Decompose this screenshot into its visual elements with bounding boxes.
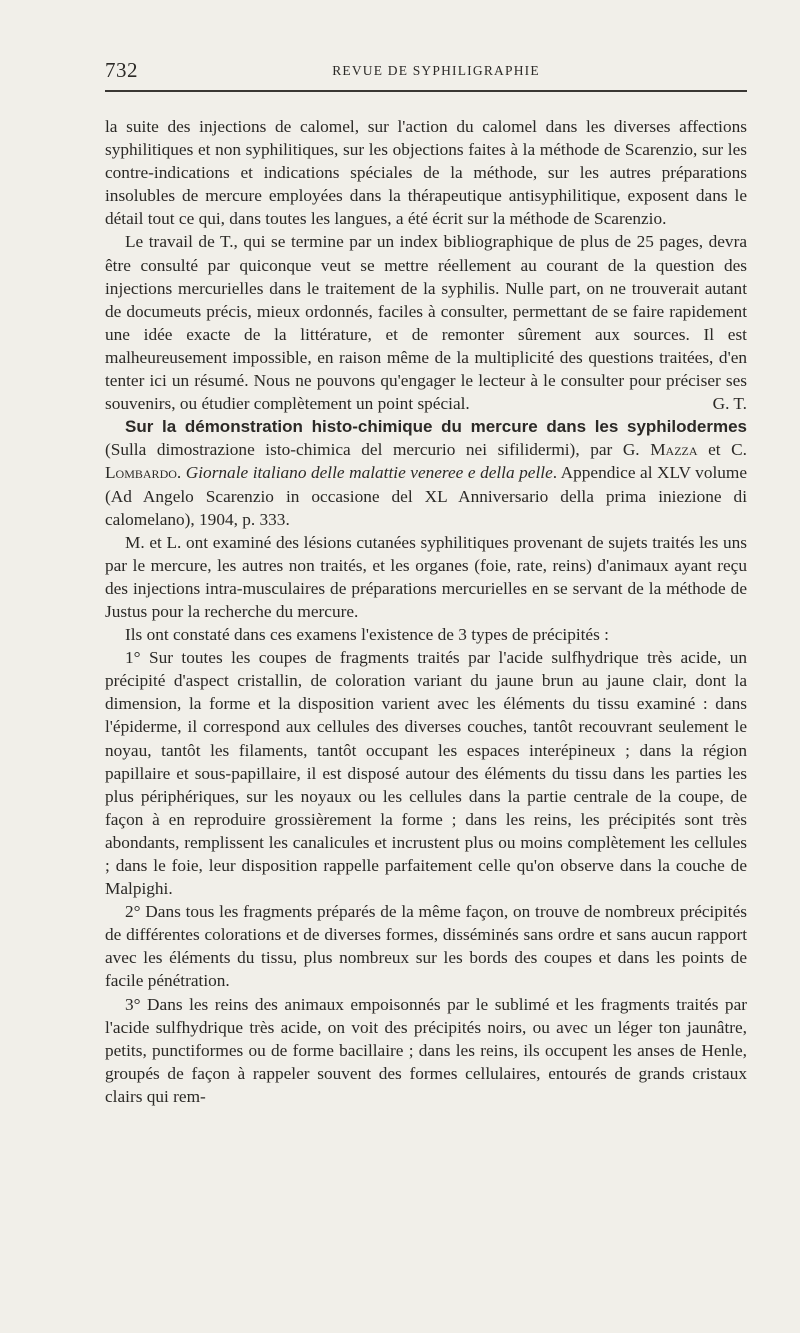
citation-text: .	[176, 463, 186, 483]
citation-text: (Sulla dimostrazione isto-chimica del mercurio nei sifilidermi), par G.	[105, 440, 651, 460]
page-number: 732	[105, 58, 138, 82]
journal-name: Giornale italiano delle malattie veneree e della pelle	[185, 463, 553, 483]
author-name: Lombardo	[105, 463, 177, 483]
review2-paragraph: M. et L. ont examiné des lésions cutanées syphilitiques provenant de sujets traités les uns par le mercure, les autres non traités, et les organes (foie, rate, reins) d'animaux ayant reçu des injections intra-musculaires de préparations mercurielles en se servant de la méthode de Justus pour la recherche du mercure.	[105, 532, 747, 621]
article-title: Sur la démonstration histo-chimique du mercure dans les syphilodermes	[125, 417, 747, 437]
review2-paragraph: 1° Sur toutes les coupes de fragments traités par l'acide sulfhydrique très acide, un précipité d'aspect cristallin, de coloration variant du jaune brun au jaune clair, dont la dimension, la forme et la disposition varient avec les éléments du tissu examiné : dans l'épiderme, il correspond aux cellules des diverses couches, tantôt recouvrant seulement le noyau, tantôt les filaments, tantôt occupant les espaces interépineux ; dans la région papillaire et sous-papillaire, il est disposé autour des éléments du tissu dans les parties les plus périphériques, sur les noyaux ou les cellules dans la partie centrale de la coupe, de façon à en reproduire grossièrement la forme ; dans les reins, les précipités sont très abondants, remplissent les canalicules et incrustent plus ou moins complètement les cellules ; dans le foie, leur disposition rappelle parfaitement celle qu'on observe dans la couche de Malpighi.	[105, 648, 747, 899]
review2-paragraph: Ils ont constaté dans ces examens l'existence de 3 types de précipités :	[125, 625, 609, 645]
citation-text: et C.	[697, 440, 747, 460]
paragraph-text: Le travail de T., qui se termine par un index bibliographique de plus de 25 pages, devra être consulté par quiconque veut se mettre réellement au courant de la question des injections mercurielles dans le traitement de la syphilis. Nulle part, on ne trouverait autant de documeuts précis, mieux ordonnés, faciles à consulter, permettant de se faire rapidement une idée exacte de la littérature, et de remonter sûrement aux sources. Il est malheureusement impossible, en raison même de la multiplicité des questions traitées, d'en tenter ici un résumé. Nous ne pouvons qu'engager le lecteur à le consulter pour préciser ses souvenirs, ou étudier complètement un point spécial.	[105, 232, 747, 414]
review1-paragraph	[105, 230, 747, 415]
review2-heading	[105, 415, 747, 530]
running-header	[105, 56, 747, 92]
review2-paragraph: 2° Dans tous les fragments préparés de la même façon, on trouve de nombreux précipités de différentes colorations et de diverses formes, disséminés sans ordre et sans aucun rapport avec les éléments du tissu, plus nombreux sur les bords des coupes et dans les points de facile pénétration.	[105, 902, 747, 991]
author-name: Mazza	[650, 440, 698, 460]
review1-paragraph: la suite des injections de calomel, sur l'action du calomel dans les diverses affections syphilitiques et non syphilitiques, sur les objections faites à la méthode de Scarenzio, sur les contre-indications et indications spéciales de la méthode, sur les autres préparations insolubles de mercure employées dans la thérapeutique antisyphilitique, exposent dans le détail tout ce qui, dans toutes les langues, a été écrit sur la méthode de Scarenzio.	[105, 117, 747, 229]
review2-paragraph: 3° Dans les reins des animaux empoisonnés par le sublimé et les fragments traités par l'acide sulfhydrique très acide, on voit des précipités noirs, ou avec un léger ton jaunâtre, petits, punctiformes ou de forme bacillaire ; dans les reins, ils occupent les anses de Henle, groupés de façon à rappeler souvent des formes cellulaires, entourés de grands cristaux clairs qui rem-	[105, 994, 747, 1106]
article-body	[105, 115, 747, 1108]
running-title: REVUE DE SYPHILIGRAPHIE	[332, 63, 540, 78]
reviewer-signature: G. T.	[712, 394, 747, 414]
citation-text: . Appendice al XLV volume (Ad Angelo Scarenzio in occasione del XL Anniversario della prima iniezione di calomelano), 1904, p. 333.	[105, 463, 748, 529]
